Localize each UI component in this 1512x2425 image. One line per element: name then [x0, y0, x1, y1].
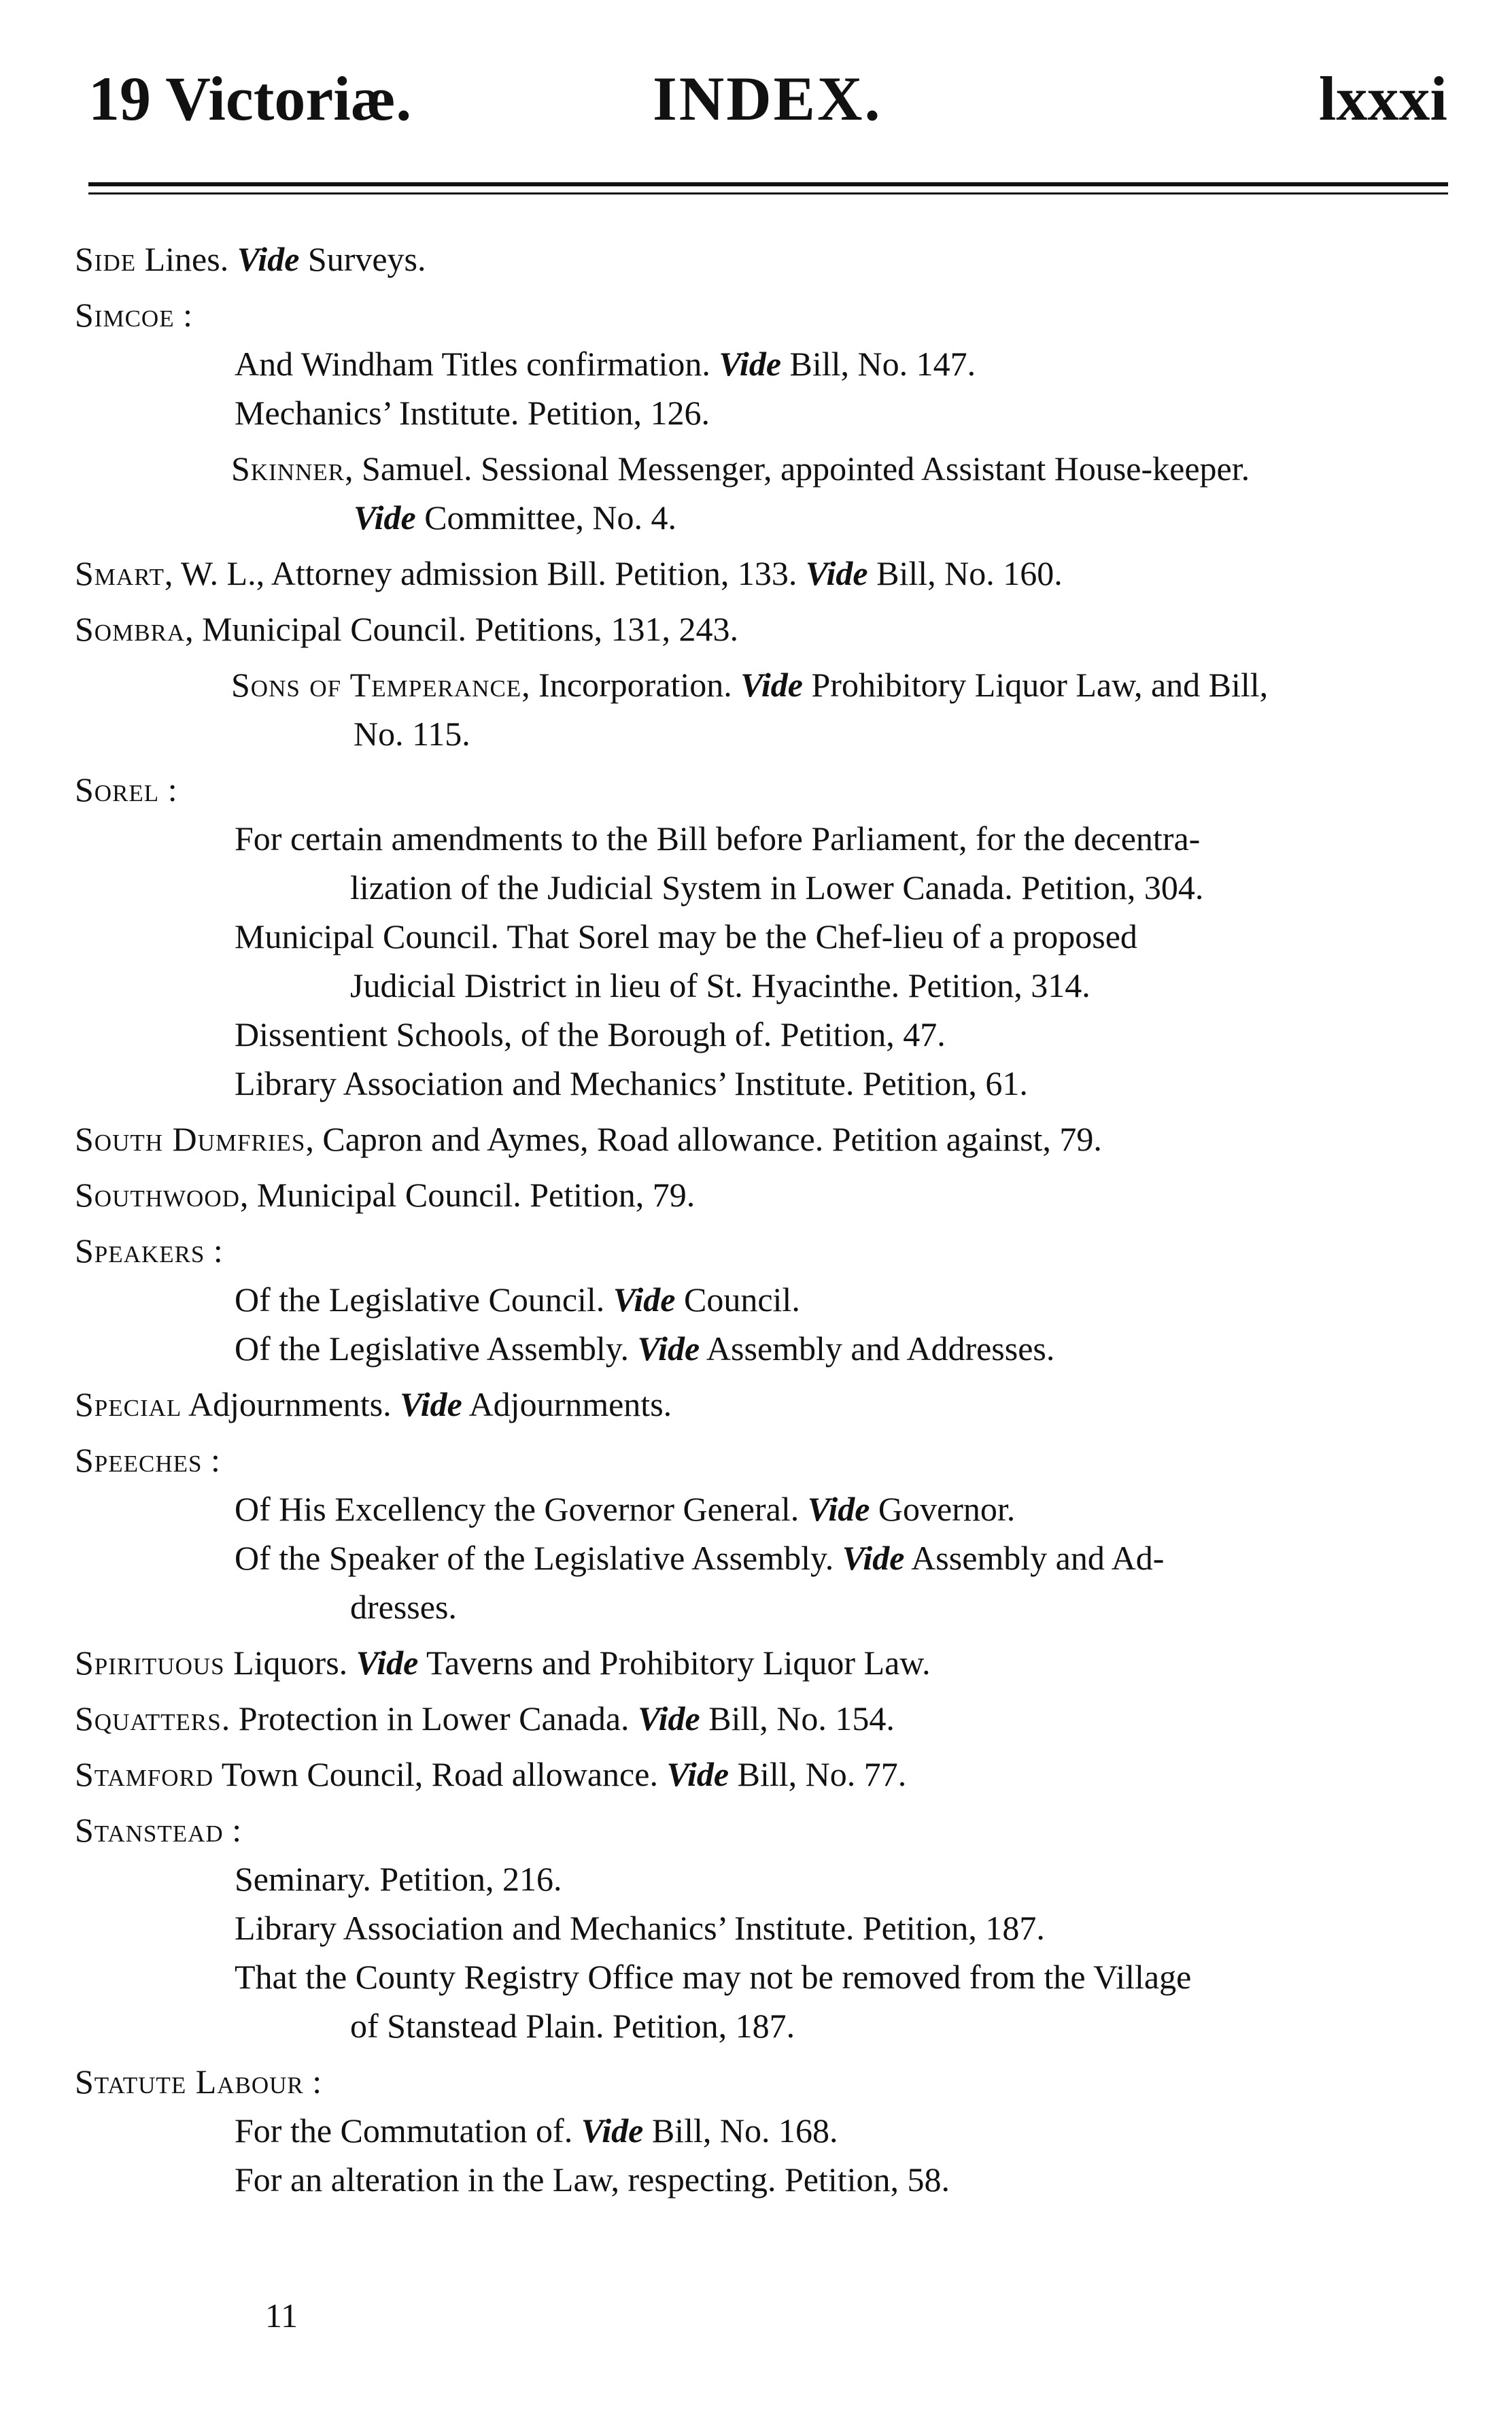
- entry-continuation: lization of the Judicial System in Lower Canada. Petition, 304.: [350, 868, 1204, 906]
- entry-text: Library Association and Mechanics’ Institute. Petition, 61.: [235, 1064, 1028, 1102]
- entry-continuation: No. 115.: [354, 715, 470, 753]
- entry-continuation: of Stanstead Plain. Petition, 187.: [350, 2007, 795, 2045]
- vide-reference: Vide: [740, 666, 803, 704]
- entry-heading: Speakers: [75, 1232, 205, 1270]
- entry-heading: Smart: [75, 554, 165, 592]
- entry-text: For the Commutation of.: [235, 2112, 573, 2150]
- reference-target: Governor.: [870, 1490, 1016, 1528]
- vide-reference: Vide: [842, 1539, 905, 1577]
- entry-text: :: [223, 1811, 242, 1849]
- index-subentry: [75, 1533, 1448, 1631]
- index-entries: [75, 235, 1448, 2204]
- index-entry: [75, 605, 1448, 654]
- entry-text: For certain amendments to the Bill before Parliament, for the decentra-: [235, 819, 1201, 858]
- entry-text: Liquors.: [224, 1644, 348, 1682]
- header-rule-thin: [88, 192, 1448, 194]
- entry-heading: Simcoe: [75, 296, 175, 334]
- entry-heading: Special: [75, 1385, 182, 1423]
- entry-continuation: Judicial District in lieu of St. Hyacinthe. Petition, 314.: [350, 966, 1090, 1004]
- entry-text: :: [303, 2063, 322, 2101]
- entry-continuation: Committee, No. 4.: [415, 498, 676, 537]
- index-entry: [75, 660, 1448, 758]
- entry-text: That the County Registry Office may not be removed from the Village: [235, 1958, 1192, 1996]
- entry-text: , Municipal Council. Petitions, 131, 243.: [185, 610, 739, 648]
- index-entry: [75, 235, 1448, 284]
- reference-target: Assembly and Addresses.: [700, 1329, 1055, 1368]
- vide-reference: Vide: [637, 1329, 700, 1368]
- entry-heading: Speeches: [75, 1441, 203, 1479]
- entry-text: Seminary. Petition, 216.: [235, 1860, 562, 1898]
- entry-continuation: dresses.: [350, 1588, 457, 1626]
- index-entry: [75, 2057, 1448, 2106]
- vide-reference: Vide: [807, 1490, 870, 1528]
- entry-heading: Statute Labour: [75, 2063, 304, 2101]
- vide-reference: Vide: [719, 345, 782, 383]
- entry-text: For an alteration in the Law, respecting. Petition, 58.: [235, 2160, 950, 2199]
- entry-heading: Southwood: [75, 1176, 240, 1214]
- entry-heading: Stamford: [75, 1755, 214, 1793]
- index-subentry: [75, 1485, 1448, 1533]
- entry-heading: Squatters: [75, 1699, 222, 1737]
- index-subentry: [75, 388, 1448, 437]
- reference-target: Council.: [675, 1281, 800, 1319]
- index-entry: [75, 549, 1448, 598]
- vide-reference: Vide: [666, 1755, 729, 1793]
- index-subentry: [75, 1952, 1448, 2050]
- entry-text: :: [159, 770, 177, 809]
- entry-text: Dissentient Schools, of the Borough of. Petition, 47.: [235, 1015, 946, 1053]
- entry-text: Of the Legislative Assembly.: [235, 1329, 629, 1368]
- index-subentry: [75, 2106, 1448, 2155]
- vide-reference: Vide: [613, 1281, 676, 1319]
- running-header-page-number: lxxxi: [1318, 64, 1447, 133]
- index-entry: [75, 1805, 1448, 1854]
- reference-target: Bill, No. 160.: [867, 554, 1063, 592]
- entry-text: , Samuel. Sessional Messenger, appointed Assistant House-keeper.: [345, 450, 1250, 488]
- entry-text: , W. L., Attorney admission Bill. Petition, 133.: [164, 554, 797, 592]
- reference-target: Adjournments.: [462, 1385, 672, 1423]
- entry-text: Mechanics’ Institute. Petition, 126.: [235, 394, 710, 432]
- running-header-left: 19 Victoriæ.: [88, 64, 412, 133]
- entry-heading: Skinner: [231, 450, 345, 488]
- reference-target: Bill, No. 77.: [729, 1755, 907, 1793]
- entry-text: Of the Legislative Council.: [235, 1281, 605, 1319]
- index-subentry: [75, 1903, 1448, 1952]
- entry-text: , Incorporation.: [521, 666, 732, 704]
- reference-target: Prohibitory Liquor Law, and Bill,: [802, 666, 1269, 704]
- entry-heading: Sons of Temperance: [231, 666, 522, 704]
- entry-text: :: [202, 1441, 220, 1479]
- running-header-title: INDEX.: [653, 64, 882, 133]
- entry-text: Library Association and Mechanics’ Institute. Petition, 187.: [235, 1909, 1045, 1947]
- index-entry: [75, 1115, 1448, 1164]
- reference-target: Bill, No. 168.: [643, 2112, 838, 2150]
- index-entry: [75, 1750, 1448, 1799]
- index-entry: [75, 1380, 1448, 1429]
- vide-reference: Vide: [400, 1385, 462, 1423]
- index-subentry: [75, 1059, 1448, 1108]
- index-entry: [75, 765, 1448, 814]
- entry-text: :: [174, 296, 192, 334]
- entry-text: Town Council, Road allowance.: [213, 1755, 658, 1793]
- index-entry: [75, 444, 1448, 542]
- index-entry: [75, 290, 1448, 339]
- vide-reference: Vide: [638, 1699, 700, 1737]
- entry-heading: Sombra: [75, 610, 186, 648]
- entry-text: :: [205, 1232, 223, 1270]
- entry-text: . Protection in Lower Canada.: [221, 1699, 630, 1737]
- reference-target: Surveys.: [299, 240, 426, 278]
- index-entry: [75, 1436, 1448, 1485]
- index-entry: [75, 1694, 1448, 1743]
- reference-target: Bill, No. 154.: [700, 1699, 895, 1737]
- entry-heading: Side: [75, 240, 137, 278]
- index-entry: [75, 1226, 1448, 1275]
- index-subentry: [75, 1324, 1448, 1373]
- entry-text: Of His Excellency the Governor General.: [235, 1490, 800, 1528]
- reference-target: Bill, No. 147.: [781, 345, 976, 383]
- index-entry: [75, 1170, 1448, 1219]
- vide-reference: Vide: [581, 2112, 644, 2150]
- entry-heading: Sorel: [75, 770, 160, 809]
- entry-text: Lines.: [136, 240, 229, 278]
- signature-mark: 11: [265, 2296, 298, 2335]
- index-subentry: [75, 912, 1448, 1010]
- vide-reference: Vide: [805, 554, 868, 592]
- index-subentry: [75, 339, 1448, 388]
- entry-text: Municipal Council. That Sorel may be the Chef-lieu of a proposed: [235, 917, 1137, 955]
- entry-heading: Stanstead: [75, 1811, 224, 1849]
- entry-heading: South Dumfries: [75, 1120, 306, 1158]
- reference-target: Assembly and Ad-: [904, 1539, 1165, 1577]
- entry-text: Adjournments.: [182, 1385, 392, 1423]
- entry-heading: Spirituous: [75, 1644, 225, 1682]
- header-rule-thick: [88, 182, 1448, 186]
- entry-text: And Windham Titles confirmation.: [235, 345, 710, 383]
- index-subentry: [75, 1275, 1448, 1324]
- index-subentry: [75, 1854, 1448, 1903]
- entry-text: , Capron and Aymes, Road allowance. Petition against, 79.: [305, 1120, 1102, 1158]
- index-entry: [75, 1638, 1448, 1687]
- vide-reference: Vide: [354, 498, 416, 537]
- entry-text: Of the Speaker of the Legislative Assembly.: [235, 1539, 834, 1577]
- index-subentry: [75, 1010, 1448, 1059]
- index-subentry: [75, 814, 1448, 912]
- reference-target: Taverns and Prohibitory Liquor Law.: [418, 1644, 931, 1682]
- index-subentry: [75, 2155, 1448, 2204]
- vide-reference: Vide: [356, 1644, 419, 1682]
- entry-text: , Municipal Council. Petition, 79.: [239, 1176, 695, 1214]
- vide-reference: Vide: [237, 240, 300, 278]
